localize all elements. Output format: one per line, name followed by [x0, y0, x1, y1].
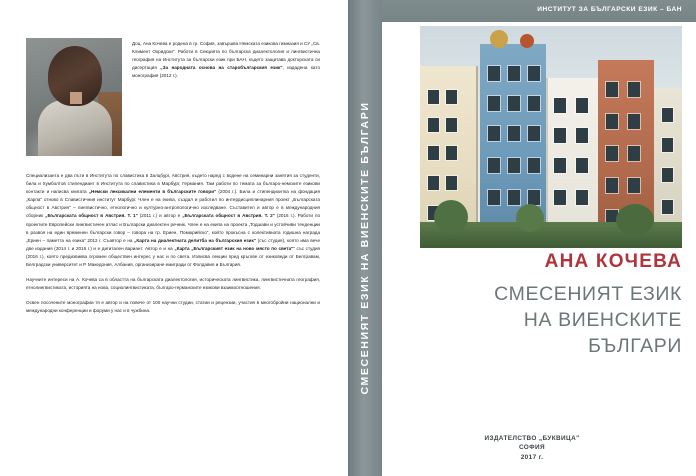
back-cover-bio-lower: [26, 172, 320, 321]
window: [606, 82, 618, 97]
front-cover-panel: [382, 0, 696, 476]
book-spine: [348, 0, 382, 476]
window: [488, 190, 500, 205]
window: [576, 190, 588, 205]
window: [428, 146, 439, 160]
publisher-year: 2017 г.: [520, 453, 544, 461]
window: [428, 118, 439, 132]
bio-paragraph: Доц. Ана Кочева е родена в гр. София, завършва Немската езикова гимназия и СУ „Св. Климент Охридски". Работи в Секцията по българска диалектология и лингвистична география на Института за български език при БАН, където защитава докторската си дисертация „За народната основа на старобългарския език", издадена като монография (2012 г.).: [132, 41, 320, 79]
tree: [616, 204, 654, 236]
window: [508, 190, 520, 205]
window: [488, 126, 500, 141]
window: [508, 126, 520, 141]
front-cover-header-band: [382, 0, 696, 22]
window: [628, 178, 640, 193]
window: [508, 158, 520, 173]
window: [446, 176, 457, 190]
spine-title: СМЕСЕНИЯТ ЕЗИК НА ВИЕНСКИТЕ БЪЛГАРИ: [359, 101, 371, 395]
window: [606, 146, 618, 161]
window: [576, 128, 588, 143]
portrait-neck: [70, 92, 82, 104]
back-cover-bio-top: [132, 40, 320, 87]
window: [554, 98, 566, 113]
spine-surface: [348, 0, 382, 476]
window: [488, 158, 500, 173]
tree: [516, 204, 544, 232]
title-line-2: НА ВИЕНСКИТЕ: [523, 309, 682, 331]
author-portrait-photo: [26, 38, 122, 156]
window: [628, 82, 640, 97]
window: [662, 108, 673, 122]
window: [528, 190, 540, 205]
bio-paragraph: Научните интереси на А. Кочева са в областта на българската диалектология, историческата лингвистика, лингвистичната география, етнолингвистиката, историята на нова, социолингвистиката, българо-германските езикови взаимоотношения.: [26, 276, 320, 290]
window: [628, 114, 640, 129]
title-line-3: БЪЛГАРИ: [588, 335, 682, 357]
window: [662, 200, 673, 214]
window: [554, 190, 566, 205]
institute-name: ИНСТИТУТ ЗА БЪЛГАРСКИ ЕЗИК – БАН: [537, 6, 682, 13]
window: [446, 118, 457, 132]
author-name: АНА КОЧЕВА: [544, 251, 682, 272]
window: [428, 176, 439, 190]
window: [628, 146, 640, 161]
window: [446, 146, 457, 160]
publisher-name: ИЗДАТЕЛСТВО „БУКВИЦА": [484, 434, 580, 442]
hundertwasser-house-photo: [420, 26, 682, 248]
window: [606, 114, 618, 129]
bio-paragraph: Специализанта е два пъти в Института по славистика в Залцбург, Австрия, където наред с водене на семинарни занятия за студенти, била и Хумболтов стипендиант в Института по славистика в Марбург, Германия. Там работи по темата за българо-немските езикови контакти и написва книгата „Немски лексикални елементи в българските говори" (2004 г.). Била и стипендиантка на фондация „Карпа" отново в Славистичния институт Марбург. Член е на екипа, създал и работил по интердисциплинарния проект „Българската общност в Австрия" – лингвистично, етнологично и културно-антропологично изследване. Съставител и автор е в международния сборник „Българската общност в Австрия. Т. 1" (2011 г.) и автор е „Българската общност в Австрия. Т. 2" (2016 г.). Работи по проектите Европейски лингвистичен атлас и Български диалектен речник. Член е на екипа на проекта „Тодшави и устойчиви тенденции в развоя на един временен български говор – говора на гр. Ериен, Помюрийско", който прокъсна с колективната годишна награда „Ериен – паметта на езика" 2012 г. Съавтор е на „Карта на диалектната делитба на българския език" (със студия), която има вече две издания (2014 г. и 2016 г.) и е дигитален вариант. Автор е и на „Карта „Българският език на ново място по света"" със студия (2016 г.), която предизвиква огромен обществен интерес у нас и по света. Изписва лекции пред кръгове от езиковеди от Белгравам, Белградски университет и Р. Македония, Албания, организиране емигради от Фолдавия и България.: [26, 173, 321, 268]
tower-roof: [520, 34, 534, 48]
tree: [434, 200, 468, 234]
window: [528, 158, 540, 173]
window: [528, 96, 540, 111]
bio-paragraph: Освен посочените монографии тя е автор и на повече от 100 научни студии, статии и рецензии, участия в многобройни национални и международни конференции и форуми у нас и в чужбина.: [26, 299, 320, 313]
window: [528, 66, 540, 81]
window: [576, 158, 588, 173]
window: [428, 90, 439, 104]
portrait-body: [38, 100, 112, 156]
tower-roof: [490, 30, 508, 48]
front-cover-titles: [420, 252, 682, 359]
window: [662, 138, 673, 152]
window: [446, 90, 457, 104]
title-line-1: СМЕСЕНИЯТ ЕЗИК: [494, 283, 682, 305]
publisher-city: СОФИЯ: [518, 444, 546, 451]
window: [576, 98, 588, 113]
window: [508, 66, 520, 81]
window: [528, 126, 540, 141]
window: [554, 128, 566, 143]
publisher-block: [382, 434, 682, 463]
window: [662, 168, 673, 182]
portrait-face: [60, 58, 90, 96]
window: [606, 178, 618, 193]
window: [554, 158, 566, 173]
window: [508, 96, 520, 111]
window: [488, 66, 500, 81]
window: [488, 96, 500, 111]
